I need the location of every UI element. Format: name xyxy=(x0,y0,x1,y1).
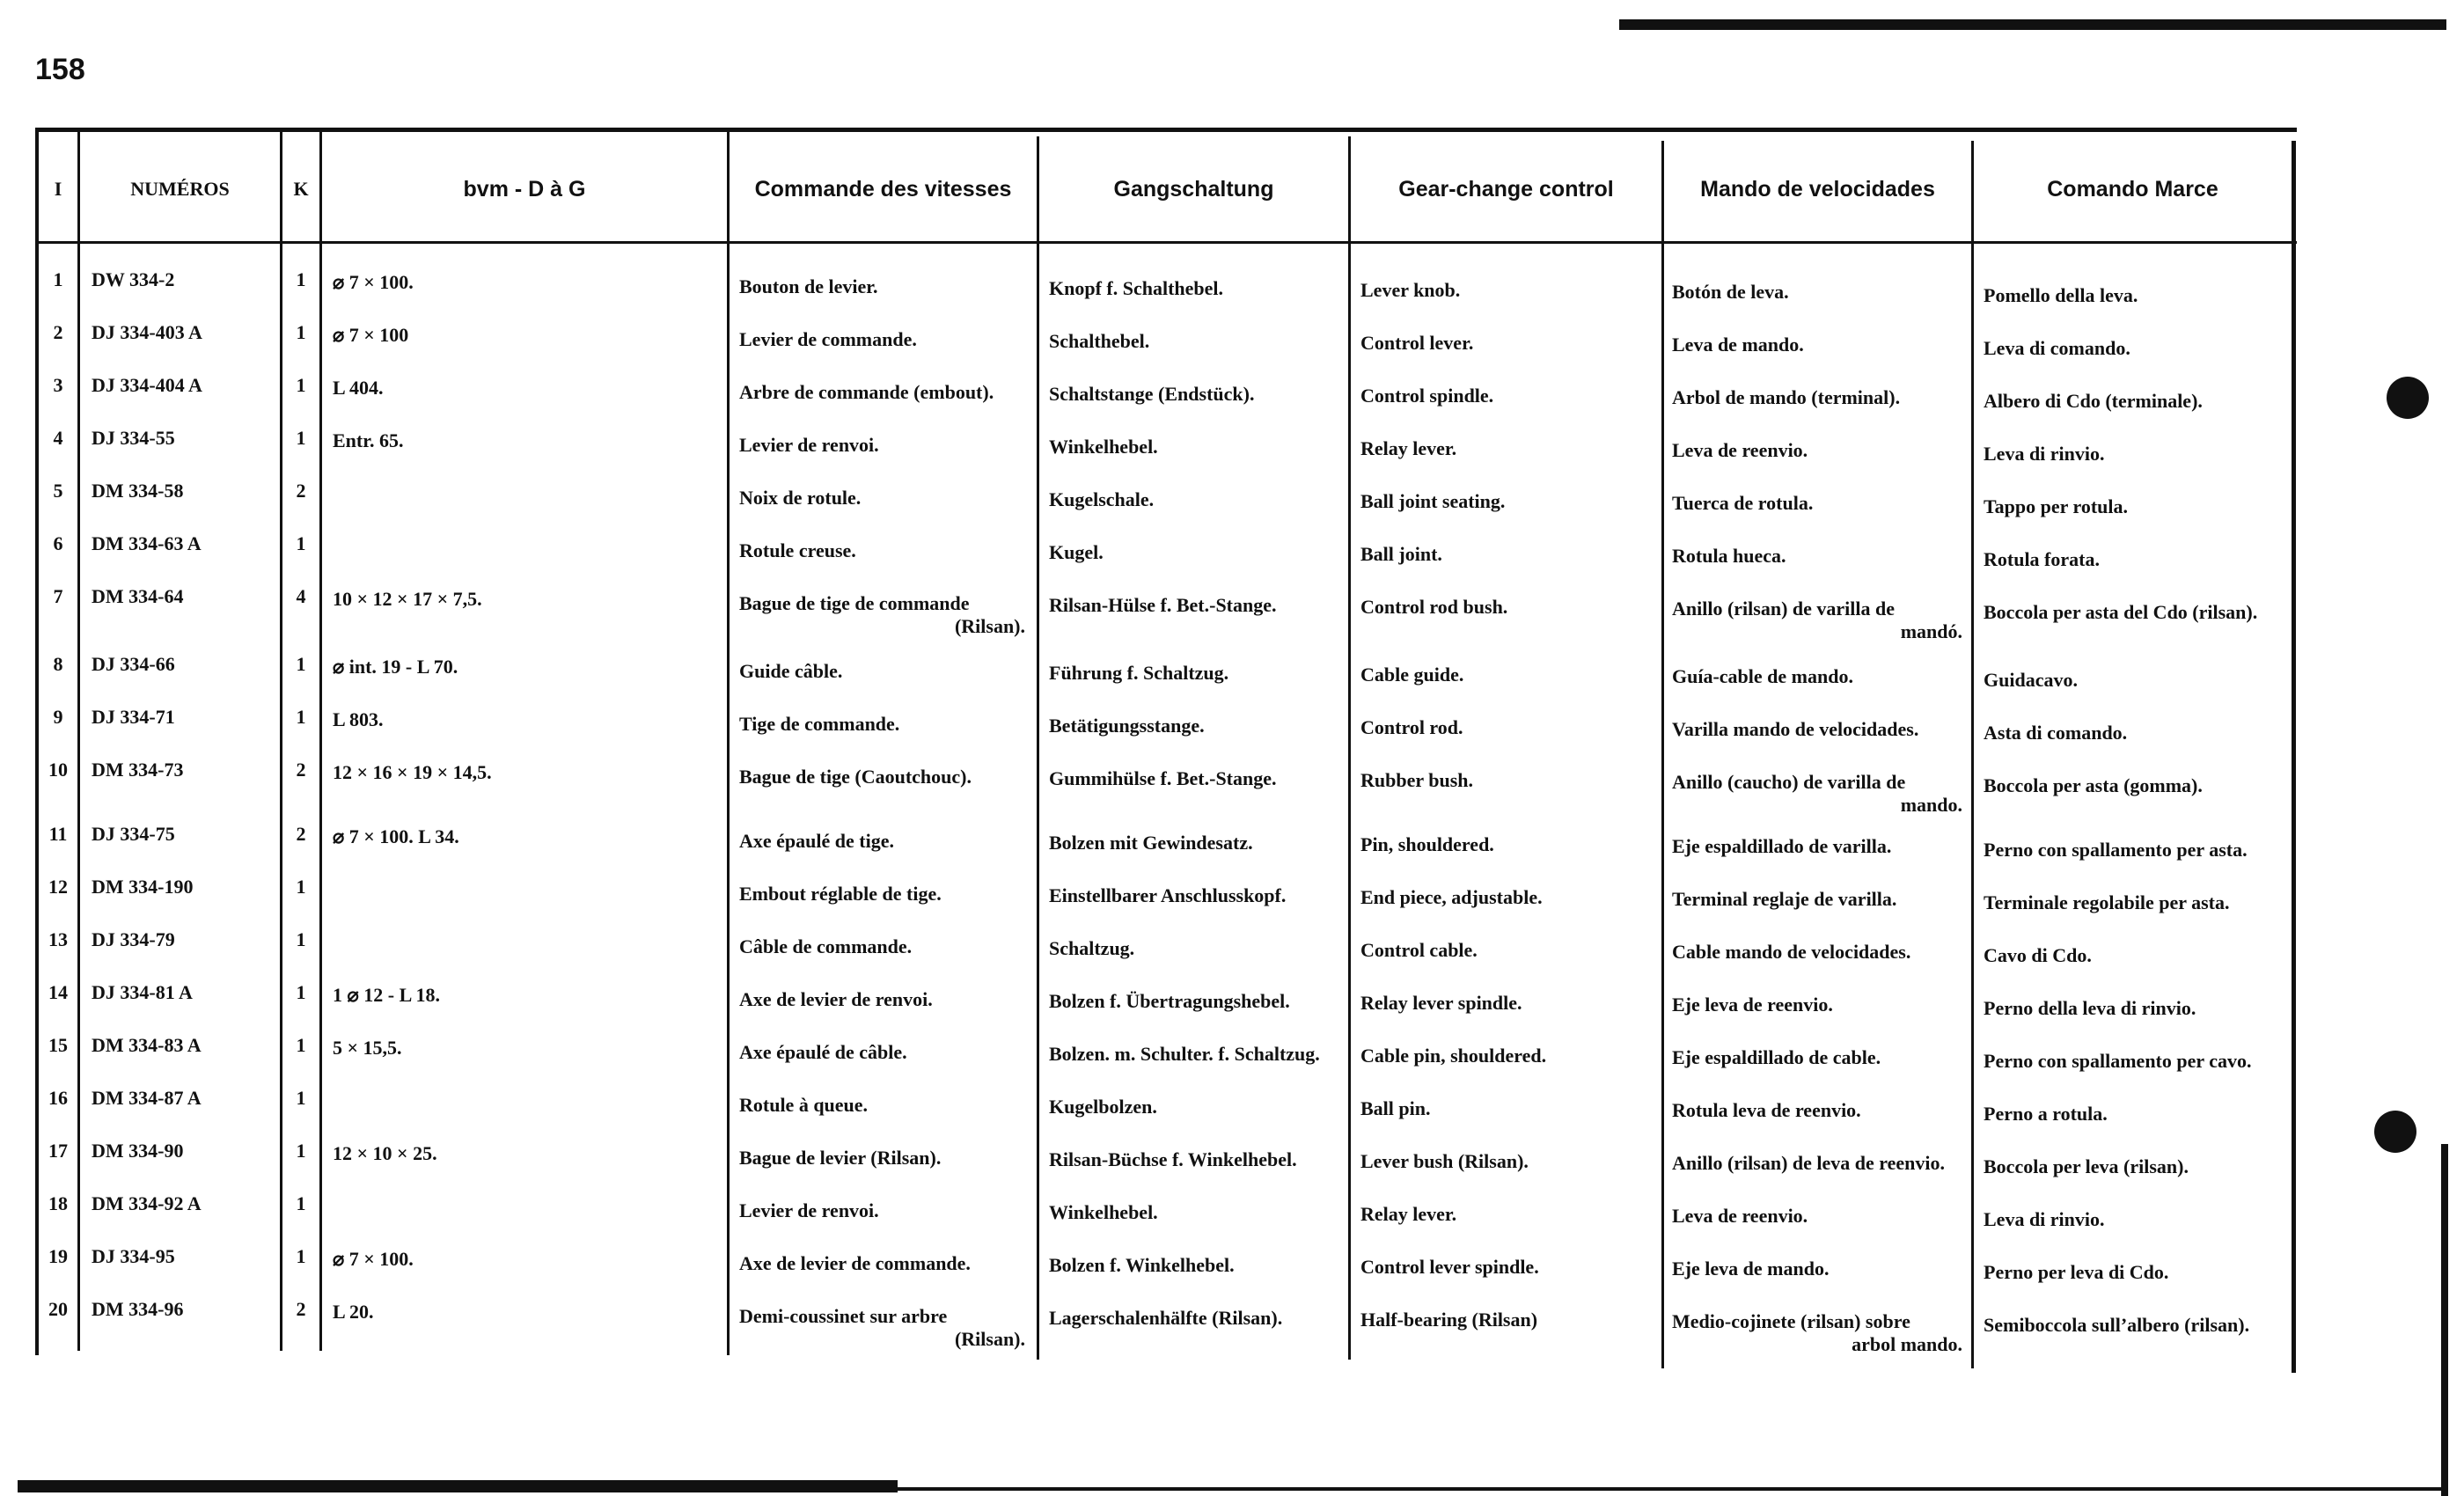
table-row xyxy=(0,928,2464,981)
row-desc-es-line: Eje leva de mando. xyxy=(1672,1258,1830,1280)
row-part-number: DJ 334-403 A xyxy=(92,321,202,343)
row-dimensions: ⌀ 7 × 100 xyxy=(333,324,409,346)
row-part-number: DM 334-190 xyxy=(92,876,194,898)
row-index: 10 xyxy=(48,759,68,781)
table-row xyxy=(0,706,2464,759)
row-qty: 1 xyxy=(296,374,306,396)
row-desc-es-line: Leva de reenvio. xyxy=(1672,1205,1808,1227)
table-row xyxy=(0,1034,2464,1087)
row-desc-de: Bolzen. m. Schulter. f. Schaltzug. xyxy=(1049,1043,1320,1065)
row-desc-de: Betätigungsstange. xyxy=(1049,715,1205,737)
row-qty: 1 xyxy=(296,928,306,950)
row-desc-it: Guidacavo. xyxy=(1984,669,2078,691)
row-desc-es-line: Varilla mando de velocidades. xyxy=(1672,718,1919,740)
header-it: Comando Marce xyxy=(2047,176,2218,202)
table-row xyxy=(0,480,2464,532)
table-top-border xyxy=(35,128,2297,132)
row-desc-es xyxy=(1672,1205,1962,1228)
row-part-number: DM 334-83 A xyxy=(92,1034,202,1056)
row-desc-es-line: Tuerca de rotula. xyxy=(1672,492,1814,514)
row-part-number: DW 334-2 xyxy=(92,268,175,290)
row-qty: 1 xyxy=(296,653,306,675)
row-qty: 1 xyxy=(296,876,306,898)
row-dimensions: L 20. xyxy=(333,1301,374,1323)
row-part-number: DJ 334-71 xyxy=(92,706,175,728)
row-desc-es xyxy=(1672,545,1962,568)
row-desc-fr xyxy=(739,1094,1025,1117)
row-desc-fr xyxy=(739,328,1025,351)
row-desc-de: Rilsan-Büchse f. Winkelhebel. xyxy=(1049,1148,1297,1170)
row-desc-it: Boccola per asta (gomma). xyxy=(1984,774,2203,796)
row-desc-es xyxy=(1672,281,1962,304)
bottom-rule-thin xyxy=(898,1487,2446,1491)
row-desc-en: Relay lever. xyxy=(1360,437,1457,459)
row-desc-de: Rilsan-Hülse f. Bet.-Stange. xyxy=(1049,594,1277,616)
row-desc-en: Ball pin. xyxy=(1360,1097,1431,1119)
row-desc-es-line: Anillo (caucho) de varilla de xyxy=(1672,771,1906,793)
table-row xyxy=(0,653,2464,706)
row-desc-fr-line: Tige de commande. xyxy=(739,713,900,735)
row-desc-es-line: mandó. xyxy=(1900,620,1962,642)
row-desc-es-line: Anillo (rilsan) de varilla de xyxy=(1672,598,1895,620)
row-desc-de: Winkelhebel. xyxy=(1049,1201,1158,1223)
row-desc-en: Rubber bush. xyxy=(1360,769,1473,791)
row-desc-es-line: Arbol de mando (terminal). xyxy=(1672,386,1901,408)
row-desc-it: Perno a rotula. xyxy=(1984,1103,2108,1125)
row-desc-en: Cable pin, shouldered. xyxy=(1360,1045,1547,1067)
row-desc-es xyxy=(1672,439,1962,462)
row-desc-it: Semiboccola sull’albero (rilsan). xyxy=(1984,1314,2250,1336)
row-desc-de: Bolzen f. Winkelhebel. xyxy=(1049,1254,1235,1276)
row-qty: 1 xyxy=(296,321,306,343)
row-desc-en: Control rod. xyxy=(1360,716,1463,738)
row-part-number: DJ 334-404 A xyxy=(92,374,202,396)
row-desc-it: Boccola per asta del Cdo (rilsan). xyxy=(1984,601,2258,623)
row-desc-fr-line: Embout réglable de tige. xyxy=(739,883,942,905)
table-row xyxy=(0,876,2464,928)
row-qty: 2 xyxy=(296,480,306,502)
row-desc-en: Pin, shouldered. xyxy=(1360,833,1494,855)
row-qty: 1 xyxy=(296,268,306,290)
table-row xyxy=(0,1087,2464,1140)
row-dimensions: Entr. 65. xyxy=(333,429,404,451)
row-desc-es-line: Leva de reenvio. xyxy=(1672,439,1808,461)
table-row xyxy=(0,268,2464,321)
row-dimensions: ⌀ 7 × 100. xyxy=(333,1248,414,1270)
row-qty: 2 xyxy=(296,1298,306,1320)
row-desc-fr-line: Axe de levier de commande. xyxy=(739,1252,971,1274)
row-desc-es xyxy=(1672,598,1962,643)
binding-hole xyxy=(2387,377,2429,419)
row-desc-fr xyxy=(739,1305,1025,1351)
row-desc-es-line: mando. xyxy=(1900,794,1962,816)
row-index: 12 xyxy=(48,876,68,898)
row-desc-en: Cable guide. xyxy=(1360,664,1464,686)
row-index: 18 xyxy=(48,1192,68,1214)
row-qty: 1 xyxy=(296,1192,306,1214)
row-desc-fr-line: (Rilsan). xyxy=(954,615,1025,637)
row-desc-it: Perno con spallamento per asta. xyxy=(1984,839,2248,861)
row-desc-fr xyxy=(739,1147,1025,1170)
row-index: 17 xyxy=(48,1140,68,1162)
row-desc-es xyxy=(1672,1258,1962,1280)
row-desc-de: Lagerschalenhälfte (Rilsan). xyxy=(1049,1307,1283,1329)
row-desc-es xyxy=(1672,1099,1962,1122)
row-index: 3 xyxy=(53,374,63,396)
row-desc-fr-line: Axe épaulé de tige. xyxy=(739,830,894,852)
row-desc-fr xyxy=(739,1199,1025,1222)
row-desc-fr xyxy=(739,434,1025,457)
table-row xyxy=(0,1140,2464,1192)
row-index: 19 xyxy=(48,1245,68,1267)
table-row xyxy=(0,823,2464,876)
row-desc-fr xyxy=(739,487,1025,510)
row-index: 15 xyxy=(48,1034,68,1056)
row-desc-fr-line: Noix de rotule. xyxy=(739,487,862,509)
row-desc-en: Ball joint seating. xyxy=(1360,490,1506,512)
page-number: 158 xyxy=(35,53,85,86)
row-dimensions: 12 × 16 × 19 × 14,5. xyxy=(333,761,492,783)
table-row xyxy=(0,759,2464,816)
row-index: 16 xyxy=(48,1087,68,1109)
row-desc-de: Bolzen f. Übertragungshebel. xyxy=(1049,990,1290,1012)
row-part-number: DJ 334-75 xyxy=(92,823,175,845)
table-row xyxy=(0,1192,2464,1245)
row-part-number: DJ 334-95 xyxy=(92,1245,175,1267)
row-index: 8 xyxy=(53,653,63,675)
row-index: 14 xyxy=(48,981,68,1003)
row-qty: 2 xyxy=(296,759,306,781)
table-row xyxy=(0,1245,2464,1298)
row-part-number: DM 334-73 xyxy=(92,759,184,781)
row-desc-it: Leva di rinvio. xyxy=(1984,1208,2105,1230)
table-row xyxy=(0,1298,2464,1355)
row-desc-es-line: Rotula leva de reenvio. xyxy=(1672,1099,1861,1121)
row-desc-de: Bolzen mit Gewindesatz. xyxy=(1049,832,1253,854)
row-dimensions: L 803. xyxy=(333,708,384,730)
row-part-number: DM 334-87 A xyxy=(92,1087,202,1109)
row-desc-fr-line: Rotule creuse. xyxy=(739,539,856,561)
row-desc-en: Lever bush (Rilsan). xyxy=(1360,1150,1529,1172)
row-index: 13 xyxy=(48,928,68,950)
row-desc-it: Tappo per rotula. xyxy=(1984,495,2129,517)
row-desc-es-line: Medio-cojinete (rilsan) sobre xyxy=(1672,1310,1910,1332)
row-desc-fr xyxy=(739,275,1025,298)
row-qty: 1 xyxy=(296,427,306,449)
row-desc-it: Cavo di Cdo. xyxy=(1984,944,2092,966)
row-desc-es xyxy=(1672,994,1962,1016)
row-desc-de: Kugelbolzen. xyxy=(1049,1096,1157,1118)
row-desc-es xyxy=(1672,771,1962,817)
row-desc-fr xyxy=(739,935,1025,958)
row-desc-de: Führung f. Schaltzug. xyxy=(1049,662,1229,684)
header-dims: bvm - D à G xyxy=(463,176,586,202)
row-part-number: DJ 334-55 xyxy=(92,427,175,449)
row-index: 7 xyxy=(53,585,63,607)
row-desc-it: Leva di rinvio. xyxy=(1984,443,2105,465)
row-desc-fr-line: Levier de renvoi. xyxy=(739,434,879,456)
row-desc-en: Lever knob. xyxy=(1360,279,1461,301)
table-row xyxy=(0,321,2464,374)
row-desc-fr-line: Demi-coussinet sur arbre xyxy=(739,1305,948,1327)
row-desc-de: Schaltstange (Endstück). xyxy=(1049,383,1255,405)
row-desc-es-line: Cable mando de velocidades. xyxy=(1672,941,1911,963)
row-desc-es-line: Rotula hueca. xyxy=(1672,545,1786,567)
row-desc-de: Schalthebel. xyxy=(1049,330,1150,352)
row-desc-es xyxy=(1672,888,1962,911)
row-index: 6 xyxy=(53,532,63,554)
table-row xyxy=(0,427,2464,480)
row-qty: 1 xyxy=(296,1034,306,1056)
row-desc-fr-line: Câble de commande. xyxy=(739,935,913,957)
row-dimensions: L 404. xyxy=(333,377,384,399)
row-qty: 1 xyxy=(296,981,306,1003)
row-index: 9 xyxy=(53,706,63,728)
table-row xyxy=(0,374,2464,427)
row-part-number: DJ 334-81 A xyxy=(92,981,193,1003)
row-qty: 1 xyxy=(296,1087,306,1109)
row-desc-fr xyxy=(739,766,1025,788)
row-desc-en: End piece, adjustable. xyxy=(1360,886,1543,908)
row-dimensions: ⌀ int. 19 - L 70. xyxy=(333,656,458,678)
row-desc-es xyxy=(1672,334,1962,356)
row-desc-fr xyxy=(739,381,1025,404)
row-qty: 1 xyxy=(296,532,306,554)
row-desc-fr-line: (Rilsan). xyxy=(954,1328,1025,1350)
row-desc-de: Winkelhebel. xyxy=(1049,436,1158,458)
row-desc-fr-line: Bague de tige (Caoutchouc). xyxy=(739,766,972,788)
row-desc-en: Control cable. xyxy=(1360,939,1478,961)
row-desc-en: Relay lever spindle. xyxy=(1360,992,1522,1014)
header-fr: Commande des vitesses xyxy=(754,176,1012,202)
row-qty: 2 xyxy=(296,823,306,845)
row-desc-es-line: Botón de leva. xyxy=(1672,281,1789,303)
row-qty: 1 xyxy=(296,1140,306,1162)
row-desc-en: Control lever. xyxy=(1360,332,1474,354)
row-index: 2 xyxy=(53,321,63,343)
row-desc-fr xyxy=(739,883,1025,906)
row-part-number: DJ 334-79 xyxy=(92,928,175,950)
row-desc-it: Rotula forata. xyxy=(1984,548,2100,570)
row-desc-fr-line: Axe de levier de renvoi. xyxy=(739,988,933,1010)
header-es: Mando de velocidades xyxy=(1700,176,1935,202)
row-index: 1 xyxy=(53,268,63,290)
row-part-number: DM 334-58 xyxy=(92,480,184,502)
row-desc-fr-line: Guide câble. xyxy=(739,660,843,682)
row-index: 4 xyxy=(53,427,63,449)
bottom-rule xyxy=(18,1480,898,1492)
row-desc-fr-line: Levier de commande. xyxy=(739,328,917,350)
row-dimensions: 12 × 10 × 25. xyxy=(333,1142,437,1164)
row-desc-de: Schaltzug. xyxy=(1049,937,1135,959)
row-part-number: DM 334-96 xyxy=(92,1298,184,1320)
row-desc-fr-line: Bague de tige de commande xyxy=(739,592,970,614)
row-desc-en: Control lever spindle. xyxy=(1360,1256,1539,1278)
row-desc-es xyxy=(1672,718,1962,741)
row-desc-es xyxy=(1672,1152,1962,1175)
row-desc-de: Gummihülse f. Bet.-Stange. xyxy=(1049,767,1277,789)
row-dimensions: 5 × 15,5. xyxy=(333,1037,402,1059)
row-desc-it: Terminale regolabile per asta. xyxy=(1984,891,2230,913)
row-desc-de: Knopf f. Schalthebel. xyxy=(1049,277,1224,299)
row-desc-fr-line: Arbre de commande (embout). xyxy=(739,381,994,403)
row-desc-en: Control rod bush. xyxy=(1360,596,1508,618)
header-index: I xyxy=(54,178,62,200)
row-desc-en: Ball joint. xyxy=(1360,543,1442,565)
row-desc-fr-line: Bague de levier (Rilsan). xyxy=(739,1147,942,1169)
row-desc-es xyxy=(1672,386,1962,409)
row-qty: 1 xyxy=(296,706,306,728)
row-index: 5 xyxy=(53,480,63,502)
row-dimensions: ⌀ 7 × 100. L 34. xyxy=(333,825,459,847)
row-desc-fr xyxy=(739,539,1025,562)
row-desc-en: Relay lever. xyxy=(1360,1203,1457,1225)
row-desc-es-line: Eje espaldillado de cable. xyxy=(1672,1046,1881,1068)
row-index: 20 xyxy=(48,1298,68,1320)
table-header-separator xyxy=(35,241,2297,244)
row-desc-es-line: Leva de mando. xyxy=(1672,334,1804,356)
row-part-number: DM 334-63 A xyxy=(92,532,202,554)
row-desc-es-line: arbol mando. xyxy=(1852,1333,1962,1355)
row-desc-de: Kugel. xyxy=(1049,541,1104,563)
row-desc-it: Boccola per leva (rilsan). xyxy=(1984,1155,2189,1177)
row-desc-de: Einstellbarer Anschlusskopf. xyxy=(1049,884,1287,906)
row-desc-es-line: Eje espaldillado de varilla. xyxy=(1672,835,1892,857)
row-desc-fr xyxy=(739,660,1025,683)
header-de: Gangschaltung xyxy=(1113,176,1274,202)
row-desc-es-line: Guía-cable de mando. xyxy=(1672,665,1853,687)
row-desc-es xyxy=(1672,835,1962,858)
table-row xyxy=(0,532,2464,585)
row-qty: 4 xyxy=(296,585,306,607)
row-desc-fr xyxy=(739,1041,1025,1064)
row-desc-en: Half-bearing (Rilsan) xyxy=(1360,1309,1538,1331)
binding-hole xyxy=(2374,1111,2416,1153)
row-desc-es xyxy=(1672,492,1962,515)
row-desc-fr xyxy=(739,830,1025,853)
row-desc-es-line: Anillo (rilsan) de leva de reenvio. xyxy=(1672,1152,1946,1174)
row-desc-fr-line: Bouton de levier. xyxy=(739,275,878,297)
row-qty: 1 xyxy=(296,1245,306,1267)
row-desc-es xyxy=(1672,1310,1962,1356)
row-desc-en: Control spindle. xyxy=(1360,385,1494,407)
row-desc-es xyxy=(1672,941,1962,964)
row-desc-fr-line: Levier de renvoi. xyxy=(739,1199,879,1221)
header-qty: K xyxy=(293,178,309,200)
table-row xyxy=(0,585,2464,642)
row-desc-it: Albero di Cdo (terminale). xyxy=(1984,390,2203,412)
row-desc-es-line: Eje leva de reenvio. xyxy=(1672,994,1833,1016)
row-desc-it: Leva di comando. xyxy=(1984,337,2130,359)
top-right-rule xyxy=(1619,19,2446,30)
header-numbers: NUMÉROS xyxy=(130,178,230,200)
row-dimensions: ⌀ 7 × 100. xyxy=(333,271,414,293)
row-part-number: DJ 334-66 xyxy=(92,653,175,675)
row-desc-it: Perno con spallamento per cavo. xyxy=(1984,1050,2252,1072)
row-index: 11 xyxy=(48,823,68,845)
row-desc-es xyxy=(1672,665,1962,688)
row-desc-fr xyxy=(739,1252,1025,1275)
row-part-number: DM 334-92 A xyxy=(92,1192,202,1214)
row-desc-fr xyxy=(739,713,1025,736)
row-desc-fr-line: Axe épaulé de câble. xyxy=(739,1041,907,1063)
row-desc-es-line: Terminal reglaje de varilla. xyxy=(1672,888,1897,910)
row-desc-fr-line: Rotule à queue. xyxy=(739,1094,869,1116)
row-part-number: DM 334-64 xyxy=(92,585,184,607)
row-dimensions: 1 ⌀ 12 - L 18. xyxy=(333,984,441,1006)
row-desc-it: Pomello della leva. xyxy=(1984,284,2138,306)
row-desc-fr xyxy=(739,988,1025,1011)
header-en: Gear-change control xyxy=(1398,176,1614,202)
row-desc-it: Perno della leva di rinvio. xyxy=(1984,997,2196,1019)
table-row xyxy=(0,981,2464,1034)
row-desc-de: Kugelschale. xyxy=(1049,488,1155,510)
row-dimensions: 10 × 12 × 17 × 7,5. xyxy=(333,588,482,610)
row-desc-es xyxy=(1672,1046,1962,1069)
row-desc-it: Perno per leva di Cdo. xyxy=(1984,1261,2169,1283)
row-desc-fr xyxy=(739,592,1025,638)
row-part-number: DM 334-90 xyxy=(92,1140,184,1162)
row-desc-it: Asta di comando. xyxy=(1984,722,2128,744)
